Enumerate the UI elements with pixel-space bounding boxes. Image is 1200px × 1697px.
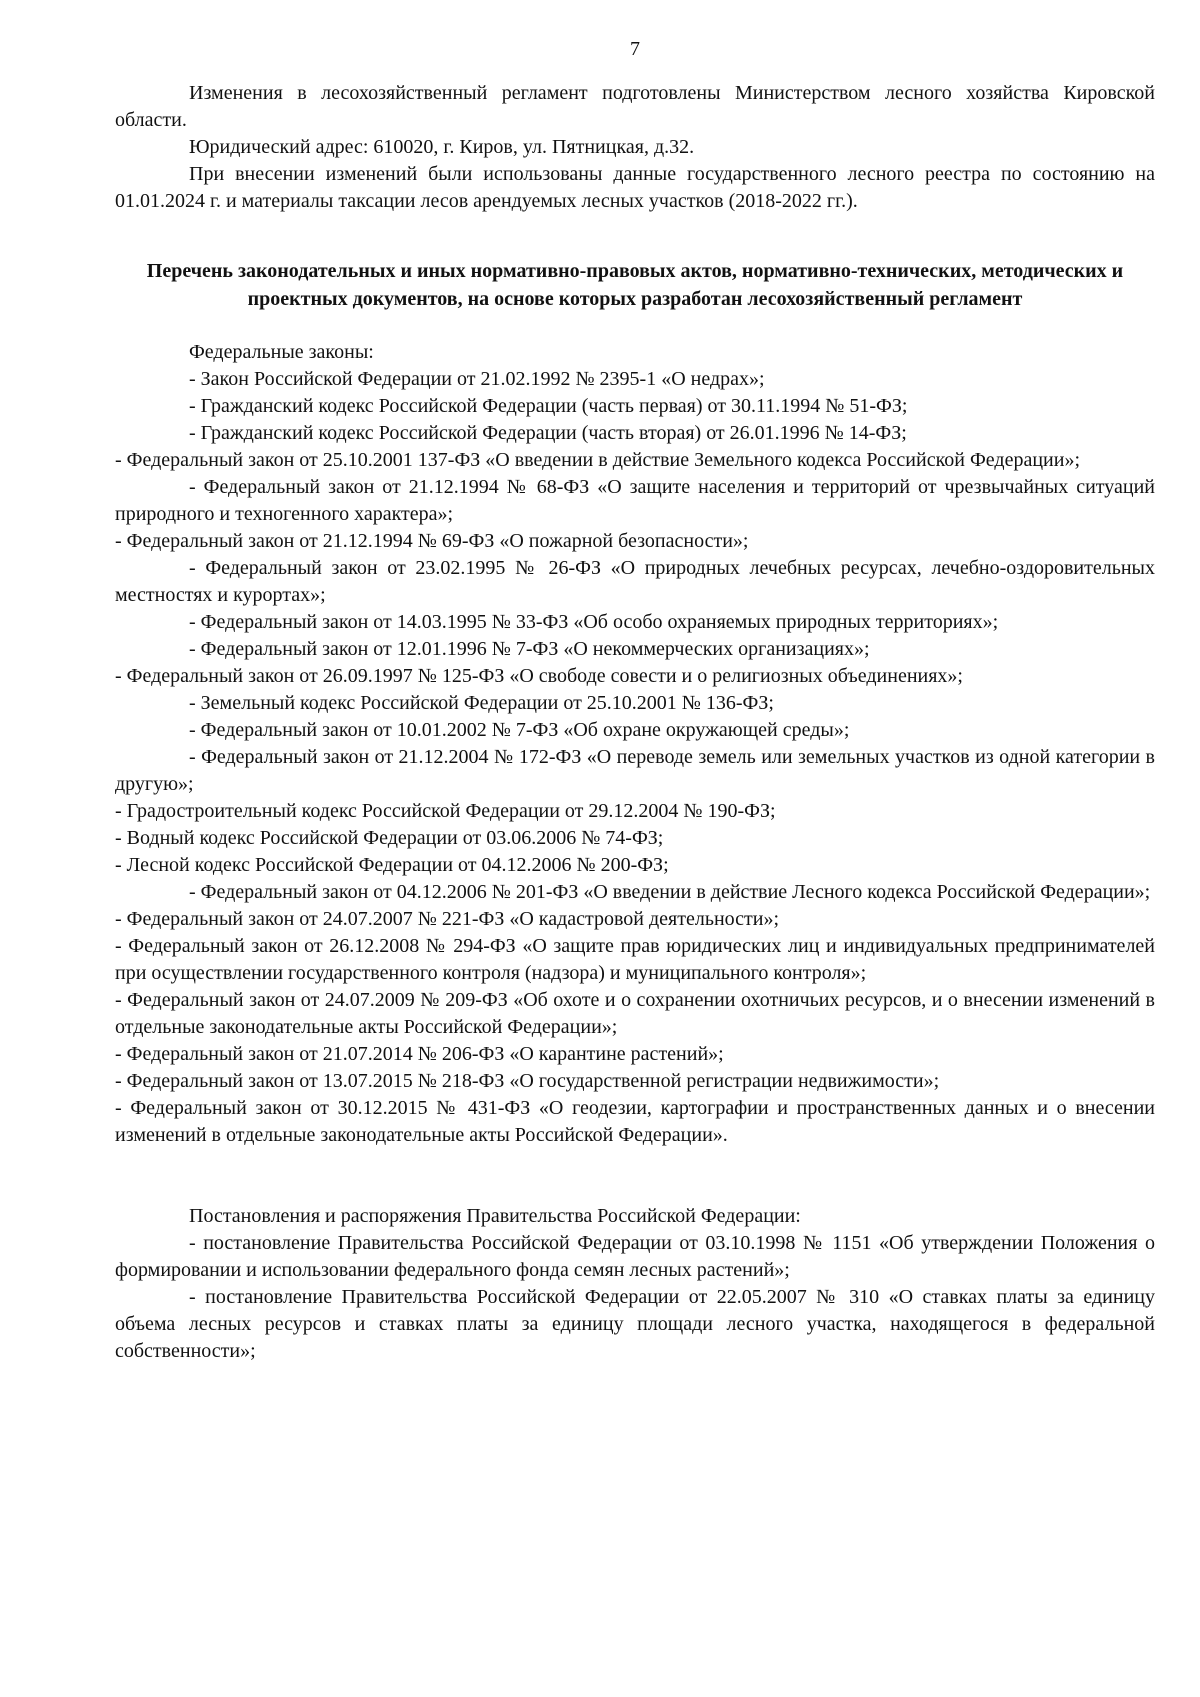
list-item: - Федеральный закон от 24.07.2007 № 221-ФЗ «О кадастровой деятельности»; <box>115 908 780 930</box>
list-item: - Гражданский кодекс Российской Федерации (часть первая) от 30.11.1994 № 51-ФЗ; <box>189 395 908 417</box>
list-item: - Лесной кодекс Российской Федерации от 04.12.2006 № 200-ФЗ; <box>115 854 669 876</box>
federal-laws-list <box>115 366 1155 1149</box>
federal-laws-label: Федеральные законы: <box>189 341 374 363</box>
federal-laws-section <box>115 339 1155 1149</box>
list-item: - Федеральный закон от 13.07.2015 № 218-ФЗ «О государственной регистрации недвижимости»; <box>115 1070 940 1092</box>
section-heading: Перечень законодательных и иных нормативно-правовых актов, нормативно-технических, методических и проектных документов, на основе которых разработан лесохозяйственный регламент <box>146 260 1124 310</box>
list-item: - Земельный кодекс Российской Федерации от 25.10.2001 № 136-ФЗ; <box>189 692 774 714</box>
list-item: - Федеральный закон от 23.02.1995 № 26-ФЗ «О природных лечебных ресурсах, лечебно-оздоровительных местностях и курортах»; <box>115 557 1155 606</box>
list-item: - Градостроительный кодекс Российской Федерации от 29.12.2004 № 190-ФЗ; <box>115 800 776 822</box>
list-item: - Федеральный закон от 25.10.2001 137-ФЗ «О введении в действие Земельного кодекса Российской Федерации»; <box>115 449 1080 471</box>
list-item: - Федеральный закон от 10.01.2002 № 7-ФЗ «Об охране окружающей среды»; <box>189 719 850 741</box>
government-acts-label: Постановления и распоряжения Правительства Российской Федерации: <box>189 1205 801 1227</box>
list-item: - Федеральный закон от 14.03.1995 № 33-ФЗ «Об особо охраняемых природных территориях»; <box>189 611 999 633</box>
page-number: 7 <box>630 38 640 60</box>
government-acts-section <box>115 1203 1155 1365</box>
list-item: - Федеральный закон от 04.12.2006 № 201-ФЗ «О введении в действие Лесного кодекса Российской Федерации»; <box>189 881 1151 903</box>
list-item: - Федеральный закон от 21.12.1994 № 68-ФЗ «О защите населения и территорий от чрезвычайных ситуаций природного и техногенного характера»; <box>115 476 1155 525</box>
list-item: - Федеральный закон от 30.12.2015 № 431-ФЗ «О геодезии, картографии и пространственных данных и о внесении изменений в отдельные законодательные акты Российской Федерации». <box>115 1097 1155 1146</box>
list-item: - Водный кодекс Российской Федерации от 03.06.2006 № 74-ФЗ; <box>115 827 664 849</box>
list-item: - Федеральный закон от 12.01.1996 № 7-ФЗ «О некоммерческих организациях»; <box>189 638 870 660</box>
intro-paragraph-2: Юридический адрес: 610020, г. Киров, ул. Пятницкая, д.32. <box>189 136 695 158</box>
list-item: - Федеральный закон от 24.07.2009 № 209-ФЗ «Об охоте и о сохранении охотничьих ресурсов, и о внесении изменений в отдельные законодательные акты Российской Федерации»; <box>115 989 1155 1038</box>
list-item: - Федеральный закон от 21.12.2004 № 172-ФЗ «О переводе земель или земельных участков из одной категории в другую»; <box>115 746 1155 795</box>
list-item: - Федеральный закон от 21.12.1994 № 69-ФЗ «О пожарной безопасности»; <box>115 530 749 552</box>
list-item: - Федеральный закон от 26.12.2008 № 294-ФЗ «О защите прав юридических лиц и индивидуальных предпринимателей при осуществлении государственного контроля (надзора) и муниципального контроля»; <box>115 935 1155 984</box>
list-item: - Гражданский кодекс Российской Федерации (часть вторая) от 26.01.1996 № 14-ФЗ; <box>189 422 907 444</box>
list-item: - постановление Правительства Российской Федерации от 22.05.2007 № 310 «О ставках платы за единицу объема лесных ресурсов и ставках платы за единицу площади лесного участка, находящегося в федеральной собственности»; <box>115 1286 1155 1362</box>
list-item: - Закон Российской Федерации от 21.02.1992 № 2395-1 «О недрах»; <box>189 368 765 390</box>
intro-paragraph-1: Изменения в лесохозяйственный регламент подготовлены Министерством лесного хозяйства Кировской области. <box>115 82 1155 131</box>
list-item: - постановление Правительства Российской Федерации от 03.10.1998 № 1151 «Об утверждении Положения о формировании и использовании федерального фонда семян лесных растений»; <box>115 1232 1155 1281</box>
intro-paragraph-3: При внесении изменений были использованы данные государственного лесного реестра по состоянию на 01.01.2024 г. и материалы таксации лесов арендуемых лесных участков (2018-2022 гг.). <box>115 163 1155 212</box>
list-item: - Федеральный закон от 26.09.1997 № 125-ФЗ «О свободе совести и о религиозных объединениях»; <box>115 665 963 687</box>
government-acts-list <box>115 1230 1155 1365</box>
list-item: - Федеральный закон от 21.07.2014 № 206-ФЗ «О карантине растений»; <box>115 1043 724 1065</box>
